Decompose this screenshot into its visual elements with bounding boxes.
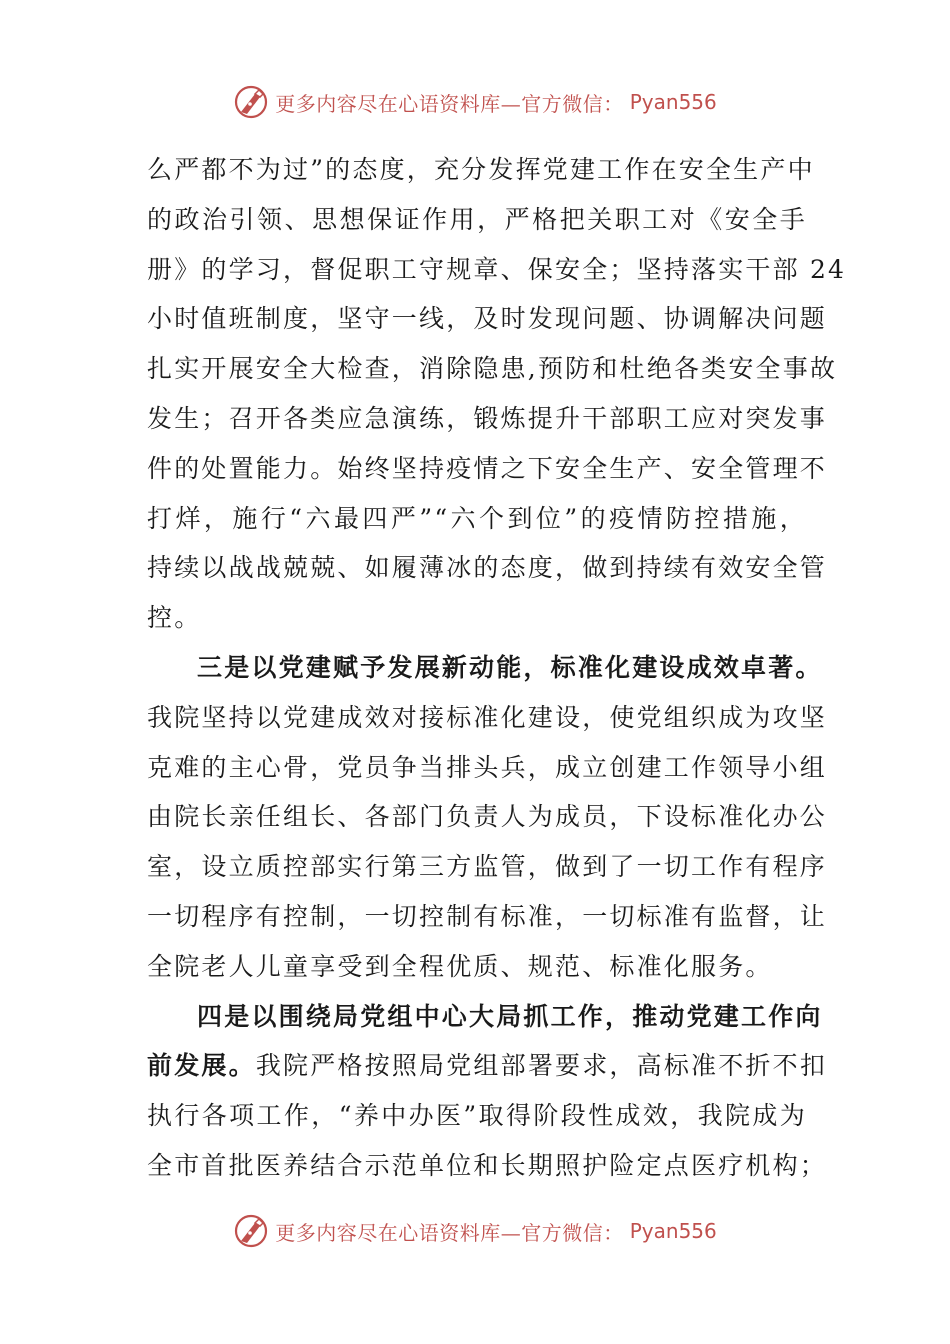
- text-line: 打烊，施行“六最四严”“六个到位”的疫情防控措施，: [147, 503, 807, 533]
- text-line: 室，设立质控部实行第三方监管，做到了一切工作有程序: [147, 852, 828, 882]
- paragraph-party-work: [147, 992, 828, 1191]
- text-line: 持续以战战兢兢、如履薄冰的态度，做到持续有效安全管: [147, 553, 828, 583]
- text-line: 小时值班制度，坚守一线，及时发现问题、协调解决问题: [147, 304, 828, 334]
- watermark-wechat-id: Pyan556: [629, 90, 717, 114]
- text-line: [147, 1041, 828, 1091]
- watermark-text: 更多内容尽在心语资料库—官方微信：: [275, 91, 624, 116]
- text-line: 发生；召开各类应急演练，锻炼提升干部职工应对突发事: [147, 403, 828, 433]
- text-line: 全市首批医养结合示范单位和长期照护险定点医疗机构；: [147, 1150, 828, 1180]
- text-line: 控。: [147, 603, 202, 633]
- paragraph-heading-continued: 前发展。: [147, 1051, 256, 1081]
- paragraph-safety: [147, 145, 847, 643]
- document-body: [147, 145, 847, 1191]
- text-line: 扎实开展安全大检查，消除隐患,预防和杜绝各类安全事故: [147, 354, 838, 384]
- text-line: 么严都不为过”的态度，充分发挥党建工作在安全生产中: [147, 155, 815, 184]
- watermark-text: 更多内容尽在心语资料库—官方微信：: [275, 1220, 624, 1245]
- text-line: 克难的主心骨，党员争当排头兵，成立创建工作领导小组: [147, 752, 828, 782]
- text-line: 全院老人儿童享受到全程优质、规范、标准化服务。: [147, 951, 773, 981]
- paragraph-heading: 四是以围绕局党组中心大局抓工作，推动党建工作向: [197, 1001, 823, 1031]
- pen-nib-logo-icon: [233, 1213, 269, 1249]
- footer-watermark-banner: [0, 1211, 950, 1251]
- text-line: 由院长亲任组长、各部门负责人为成员，下设标准化办公: [147, 802, 828, 832]
- text-line: 件的处置能力。始终坚持疫情之下安全生产、安全管理不: [147, 453, 828, 483]
- paragraph-standardization: [147, 643, 828, 992]
- watermark-wechat-id: Pyan556: [629, 1219, 717, 1243]
- text-line: 一切程序有控制，一切控制有标准，一切标准有监督，让: [147, 901, 828, 931]
- text-line-rest: 我院严格按照局党组部署要求，高标准不折不扣: [255, 1051, 828, 1081]
- pen-nib-logo-icon: [233, 84, 269, 120]
- text-line: 册》的学习，督促职工守规章、保安全；坚持落实干部 24: [147, 254, 847, 284]
- header-watermark-banner: [0, 82, 950, 122]
- text-line: 我院坚持以党建成效对接标准化建设，使党组织成为攻坚: [147, 702, 828, 732]
- text-line: 的政治引领、思想保证作用，严格把关职工对《安全手: [147, 204, 807, 234]
- text-line: 执行各项工作，“养中办医”取得阶段性成效，我院成为: [147, 1101, 807, 1131]
- paragraph-heading: 三是以党建赋予发展新动能，标准化建设成效卓著。: [197, 652, 823, 682]
